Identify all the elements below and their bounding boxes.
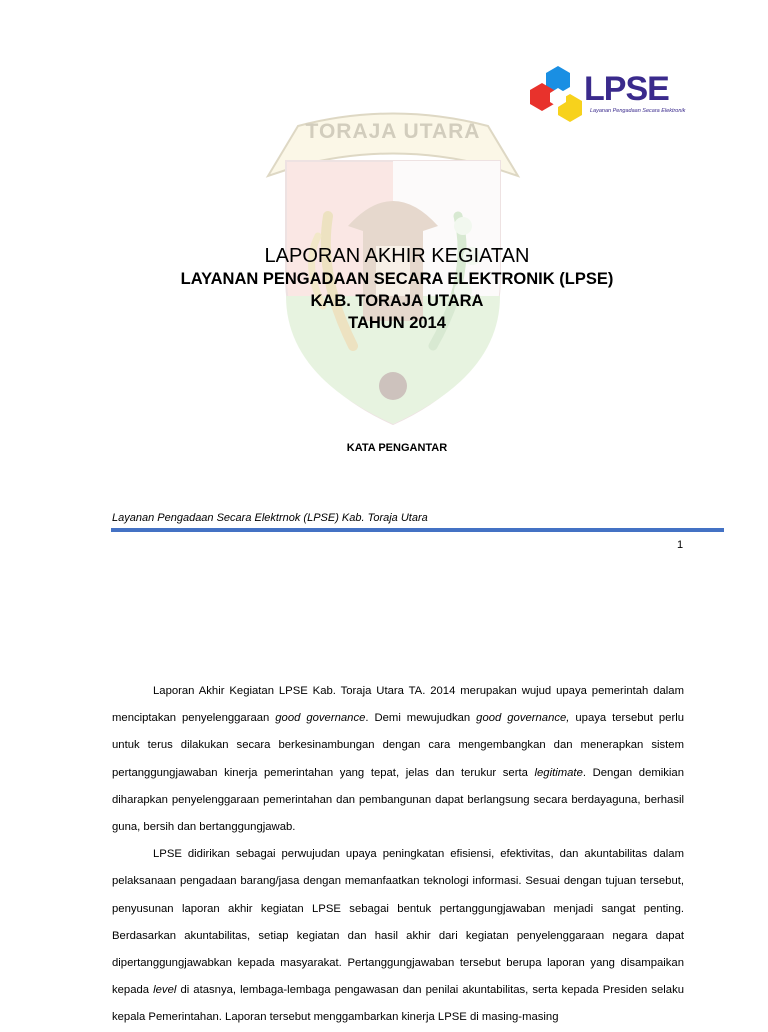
lpse-wordmark: LPSE bbox=[584, 70, 669, 108]
paragraph-2-text: di atasnya, lembaga-lembaga pengawasan dan penilai akuntabilitas, serta kepada Presiden selaku kepala Pemerintahan. Laporan tersebut menggambarkan kinerja LPSE di masing-masing bbox=[112, 984, 685, 1024]
paragraph-2 bbox=[112, 841, 684, 1031]
paragraph-1-text: Laporan Akhir Kegiatan LPSE Kab. Toraja Utara TA. 2014 merupakan wujud upaya pemerintah dalam menciptakan penyelenggaraan bbox=[112, 685, 684, 725]
paragraph-1-text: . Demi mewujudkan bbox=[365, 712, 477, 725]
lpse-tagline: Layanan Pengadaan Secara Elektronik bbox=[590, 108, 686, 114]
italic-term: good governance bbox=[275, 712, 366, 725]
document-subtitle-line-3: TAHUN 2014 bbox=[348, 314, 446, 332]
footer-rule bbox=[111, 528, 724, 532]
document-subtitle-line-2: KAB. TORAJA UTARA bbox=[310, 292, 484, 310]
paragraph-1 bbox=[112, 678, 684, 841]
italic-term: legitimate bbox=[534, 766, 583, 779]
italic-term: level bbox=[153, 984, 177, 997]
document-subtitle-line-1: LAYANAN PENGADAAN SECARA ELEKTRONIK (LPSE) bbox=[180, 270, 614, 288]
section-heading: KATA PENGANTAR bbox=[346, 442, 448, 454]
lpse-hexagon-mark bbox=[528, 64, 588, 126]
paragraph-1-text: upaya tersebut perlu untuk terus dilakukan secara berkesinambungan dengan cara mengembangkan dan menerapkan sistem pertanggungjawaban kinerja pemerintahan yang tepat, jelas dan terukur serta bbox=[112, 712, 685, 779]
page-number: 1 bbox=[677, 539, 684, 551]
page-footer-text: Layanan Pengadaan Secara Elektrnok (LPSE) Kab. Toraja Utara bbox=[112, 512, 428, 524]
paragraph-2-text: LPSE didirikan sebagai perwujudan upaya peningkatan efisiensi, efektivitas, dan akuntabilitas dalam pelaksanaan pengadaan barang/jasa dengan memanfaatkan teknologi informasi. Sesuai dengan tujuan tersebut, penyusunan laporan akhir kegiatan LPSE sebagai bentuk pertanggungjawaban menjadi sangat penting. Berdasarkan akuntabilitas, setiap kegiatan dan hasil akhir dari kegiatan penyelenggaraan negara dapat dipertanggungjawabkan kepada masyarakat. Pertanggungjawaban tersebut berupa laporan yang disampaikan kepada bbox=[112, 848, 684, 997]
body-content bbox=[112, 678, 684, 1032]
lpse-logo bbox=[528, 64, 688, 126]
title-block bbox=[0, 245, 768, 334]
document-title: LAPORAN AKHIR KEGIATAN bbox=[264, 245, 530, 267]
italic-term: good governance, bbox=[476, 712, 570, 725]
emblem-banner-text: TORAJA UTARA bbox=[305, 120, 481, 143]
paragraph-1-text: . Dengan demikian diharapkan penyelenggaraan pemerintahan dan pembangunan dapat berlangsung secara berdayaguna, berhasil guna, bersih dan bertanggungjawab. bbox=[112, 766, 684, 834]
